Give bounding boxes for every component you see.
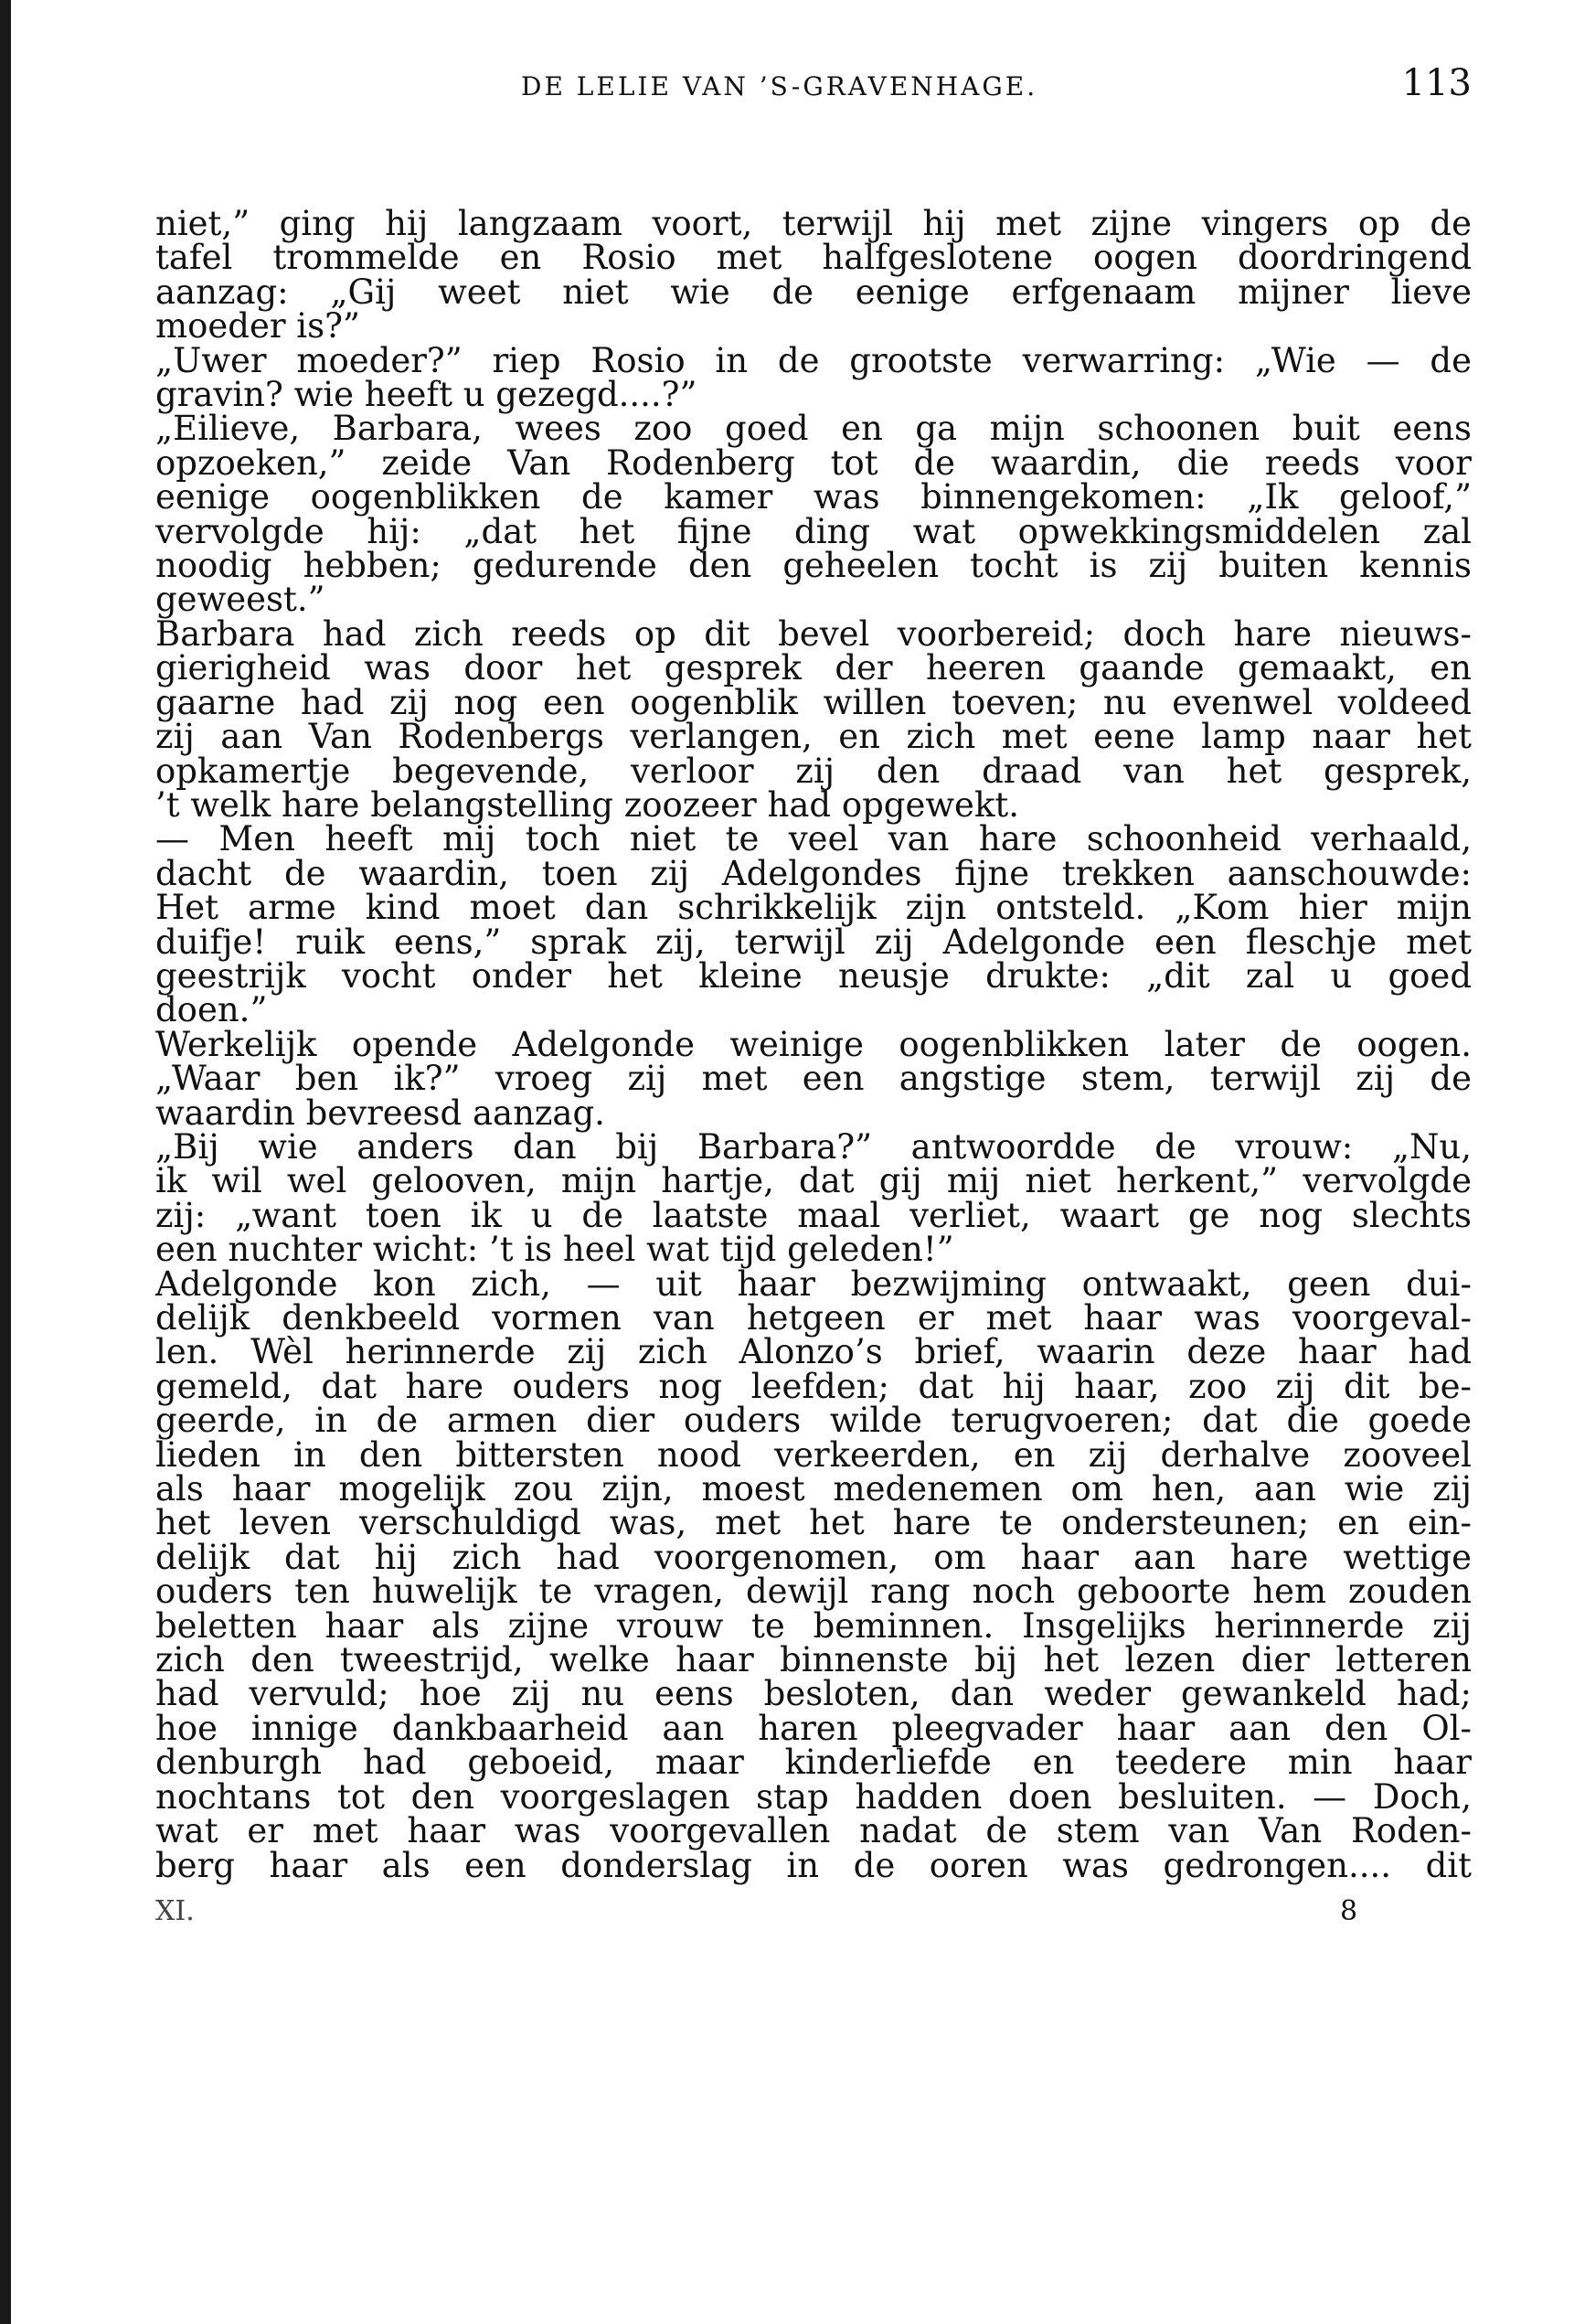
text-line: noodig hebben; gedurende den geheelen tocht is zij buiten kennis: [155, 546, 1472, 586]
text-line: gierigheid was door het gesprek der heeren gaande gemaakt, en: [155, 648, 1472, 688]
text-line: beletten haar als zijne vrouw te beminnen. Insgelijks herinnerde zij: [155, 1605, 1472, 1646]
text-line: Het arme kind moet dan schrikkelijk zijn ontsteld. „Kom hier mijn: [155, 888, 1472, 928]
text-line: had vervuld; hoe zij nu eens besloten, dan weder gewankeld had;: [155, 1674, 1472, 1714]
text-line: geerde, in de armen dier ouders wilde terugvoeren; dat die goede: [155, 1401, 1472, 1441]
text-line: geestrijk vocht onder het kleine neusje drukte: „dit zal u goed: [155, 955, 1472, 996]
text-line: zij: „want toen ik u de laatste maal verliet, waart ge nog slechts: [155, 1195, 1472, 1235]
text-line: — Men heeft mij toch niet te veel van hare schoonheid verhaald,: [155, 819, 1472, 859]
text-line: nochtans tot den voorgeslagen stap hadden doen besluiten. — Doch,: [155, 1776, 1472, 1817]
text-line: tafel trommelde en Rosio met halfgeslotene oogen doordringend: [155, 238, 1472, 278]
page-footer: [155, 1895, 1472, 1932]
running-head: [155, 55, 1472, 119]
book-page: [155, 55, 1472, 2267]
text-line: vervolgde hij: „dat het fijne ding wat opwekkingsmiddelen zal: [155, 511, 1472, 551]
text-line: moeder is?”: [155, 306, 360, 346]
signature-mark: XI.: [155, 1894, 195, 1927]
body-text: [155, 204, 1472, 1885]
text-line: Barbara had zich reeds op dit bevel voorbereid; doch hare nieuws-: [155, 613, 1472, 654]
text-line: opzoeken,” zeide Van Rodenberg tot de waardin, die reeds voor: [155, 442, 1472, 483]
text-line: doen.”: [155, 990, 268, 1030]
text-line: ’t welk hare belangstelling zoozeer had opgewekt.: [155, 784, 1019, 825]
text-line: „Bij wie anders dan bij Barbara?” antwoordde de vrouw: „Nu,: [155, 1126, 1472, 1167]
text-line: niet,” ging hij langzaam voort, terwijl hij met zijne vingers op de: [155, 204, 1472, 243]
sheet-number: 8: [1340, 1894, 1358, 1927]
text-line: „Uwer moeder?” riep Rosio in de grootste verwarring: „Wie — de: [155, 340, 1472, 380]
text-line: gemeld, dat hare ouders nog leefden; dat hij haar, zoo zij dit be-: [155, 1366, 1472, 1406]
text-line: „Waar ben ik?” vroeg zij met een angstige stem, terwijl zij de: [155, 1059, 1472, 1099]
text-line: denburgh had geboeid, maar kinderliefde en teedere min haar: [155, 1743, 1472, 1783]
text-line: delijk denkbeeld vormen van hetgeen er met haar was voorgeval-: [155, 1298, 1472, 1338]
text-line: eenige oogenblikken de kamer was binnengekomen: „Ik geloof,”: [155, 477, 1472, 517]
text-line: Werkelijk opende Adelgonde weinige oogenblikken later de oogen.: [155, 1024, 1472, 1064]
text-line: het leven verschuldigd was, met het hare te ondersteunen; en ein-: [155, 1503, 1472, 1543]
text-line: wat er met haar was voorgevallen nadat de stem van Van Roden-: [155, 1811, 1472, 1851]
text-line: ik wil wel gelooven, mijn hartje, dat gij mij niet herkent,” vervolgde: [155, 1161, 1472, 1201]
text-line: opkamertje begevende, verloor zij den draad van het gesprek,: [155, 751, 1472, 791]
text-line: ouders ten huwelijk te vragen, dewijl rang noch geboorte hem zouden: [155, 1572, 1472, 1612]
text-line: hoe innige dankbaarheid aan haren pleegvader haar aan den Ol-: [155, 1708, 1472, 1748]
text-line: berg haar als een donderslag in de ooren was gedrongen.... dit: [155, 1845, 1472, 1885]
text-line: een nuchter wicht: ’t is heel wat tijd geleden!”: [155, 1230, 954, 1270]
running-title: DE LELIE VAN ’S-GRAVENHAGE.: [521, 71, 1038, 101]
text-line: zich den tweestrijd, welke haar binnenste bij het lezen dier letteren: [155, 1640, 1472, 1680]
page-number: 113: [1401, 62, 1472, 104]
text-line: zij aan Van Rodenbergs verlangen, en zich met eene lamp naar het: [155, 717, 1472, 757]
text-line: als haar mogelijk zou zijn, moest medenemen om hen, aan wie zij: [155, 1469, 1472, 1509]
text-line: gaarne had zij nog een oogenblik willen toeven; nu evenwel voldeed: [155, 682, 1472, 722]
text-line: gravin? wie heeft u gezegd....?”: [155, 375, 697, 415]
text-line: aanzag: „Gij weet niet wie de eenige erfgenaam mijner lieve: [155, 272, 1472, 312]
text-line: len. Wèl herinnerde zij zich Alonzo’s brief, waarin deze haar had: [155, 1332, 1472, 1372]
text-line: waardin bevreesd aanzag.: [155, 1093, 605, 1133]
text-line: Adelgonde kon zich, — uit haar bezwijming ontwaakt, geen dui-: [155, 1263, 1472, 1304]
text-line: duifje! ruik eens,” sprak zij, terwijl zij Adelgonde een fleschje met: [155, 922, 1472, 962]
text-line: lieden in den bittersten nood verkeerden, en zij derhalve zooveel: [155, 1434, 1472, 1475]
text-line: dacht de waardin, toen zij Adelgondes fijne trekken aanschouwde:: [155, 853, 1472, 893]
text-line: delijk dat hij zich had voorgenomen, om haar aan hare wettige: [155, 1537, 1472, 1577]
text-line: geweest.”: [155, 580, 325, 620]
binding-edge: [0, 0, 11, 2324]
text-line: „Eilieve, Barbara, wees zoo goed en ga mijn schoonen buit eens: [155, 409, 1472, 449]
